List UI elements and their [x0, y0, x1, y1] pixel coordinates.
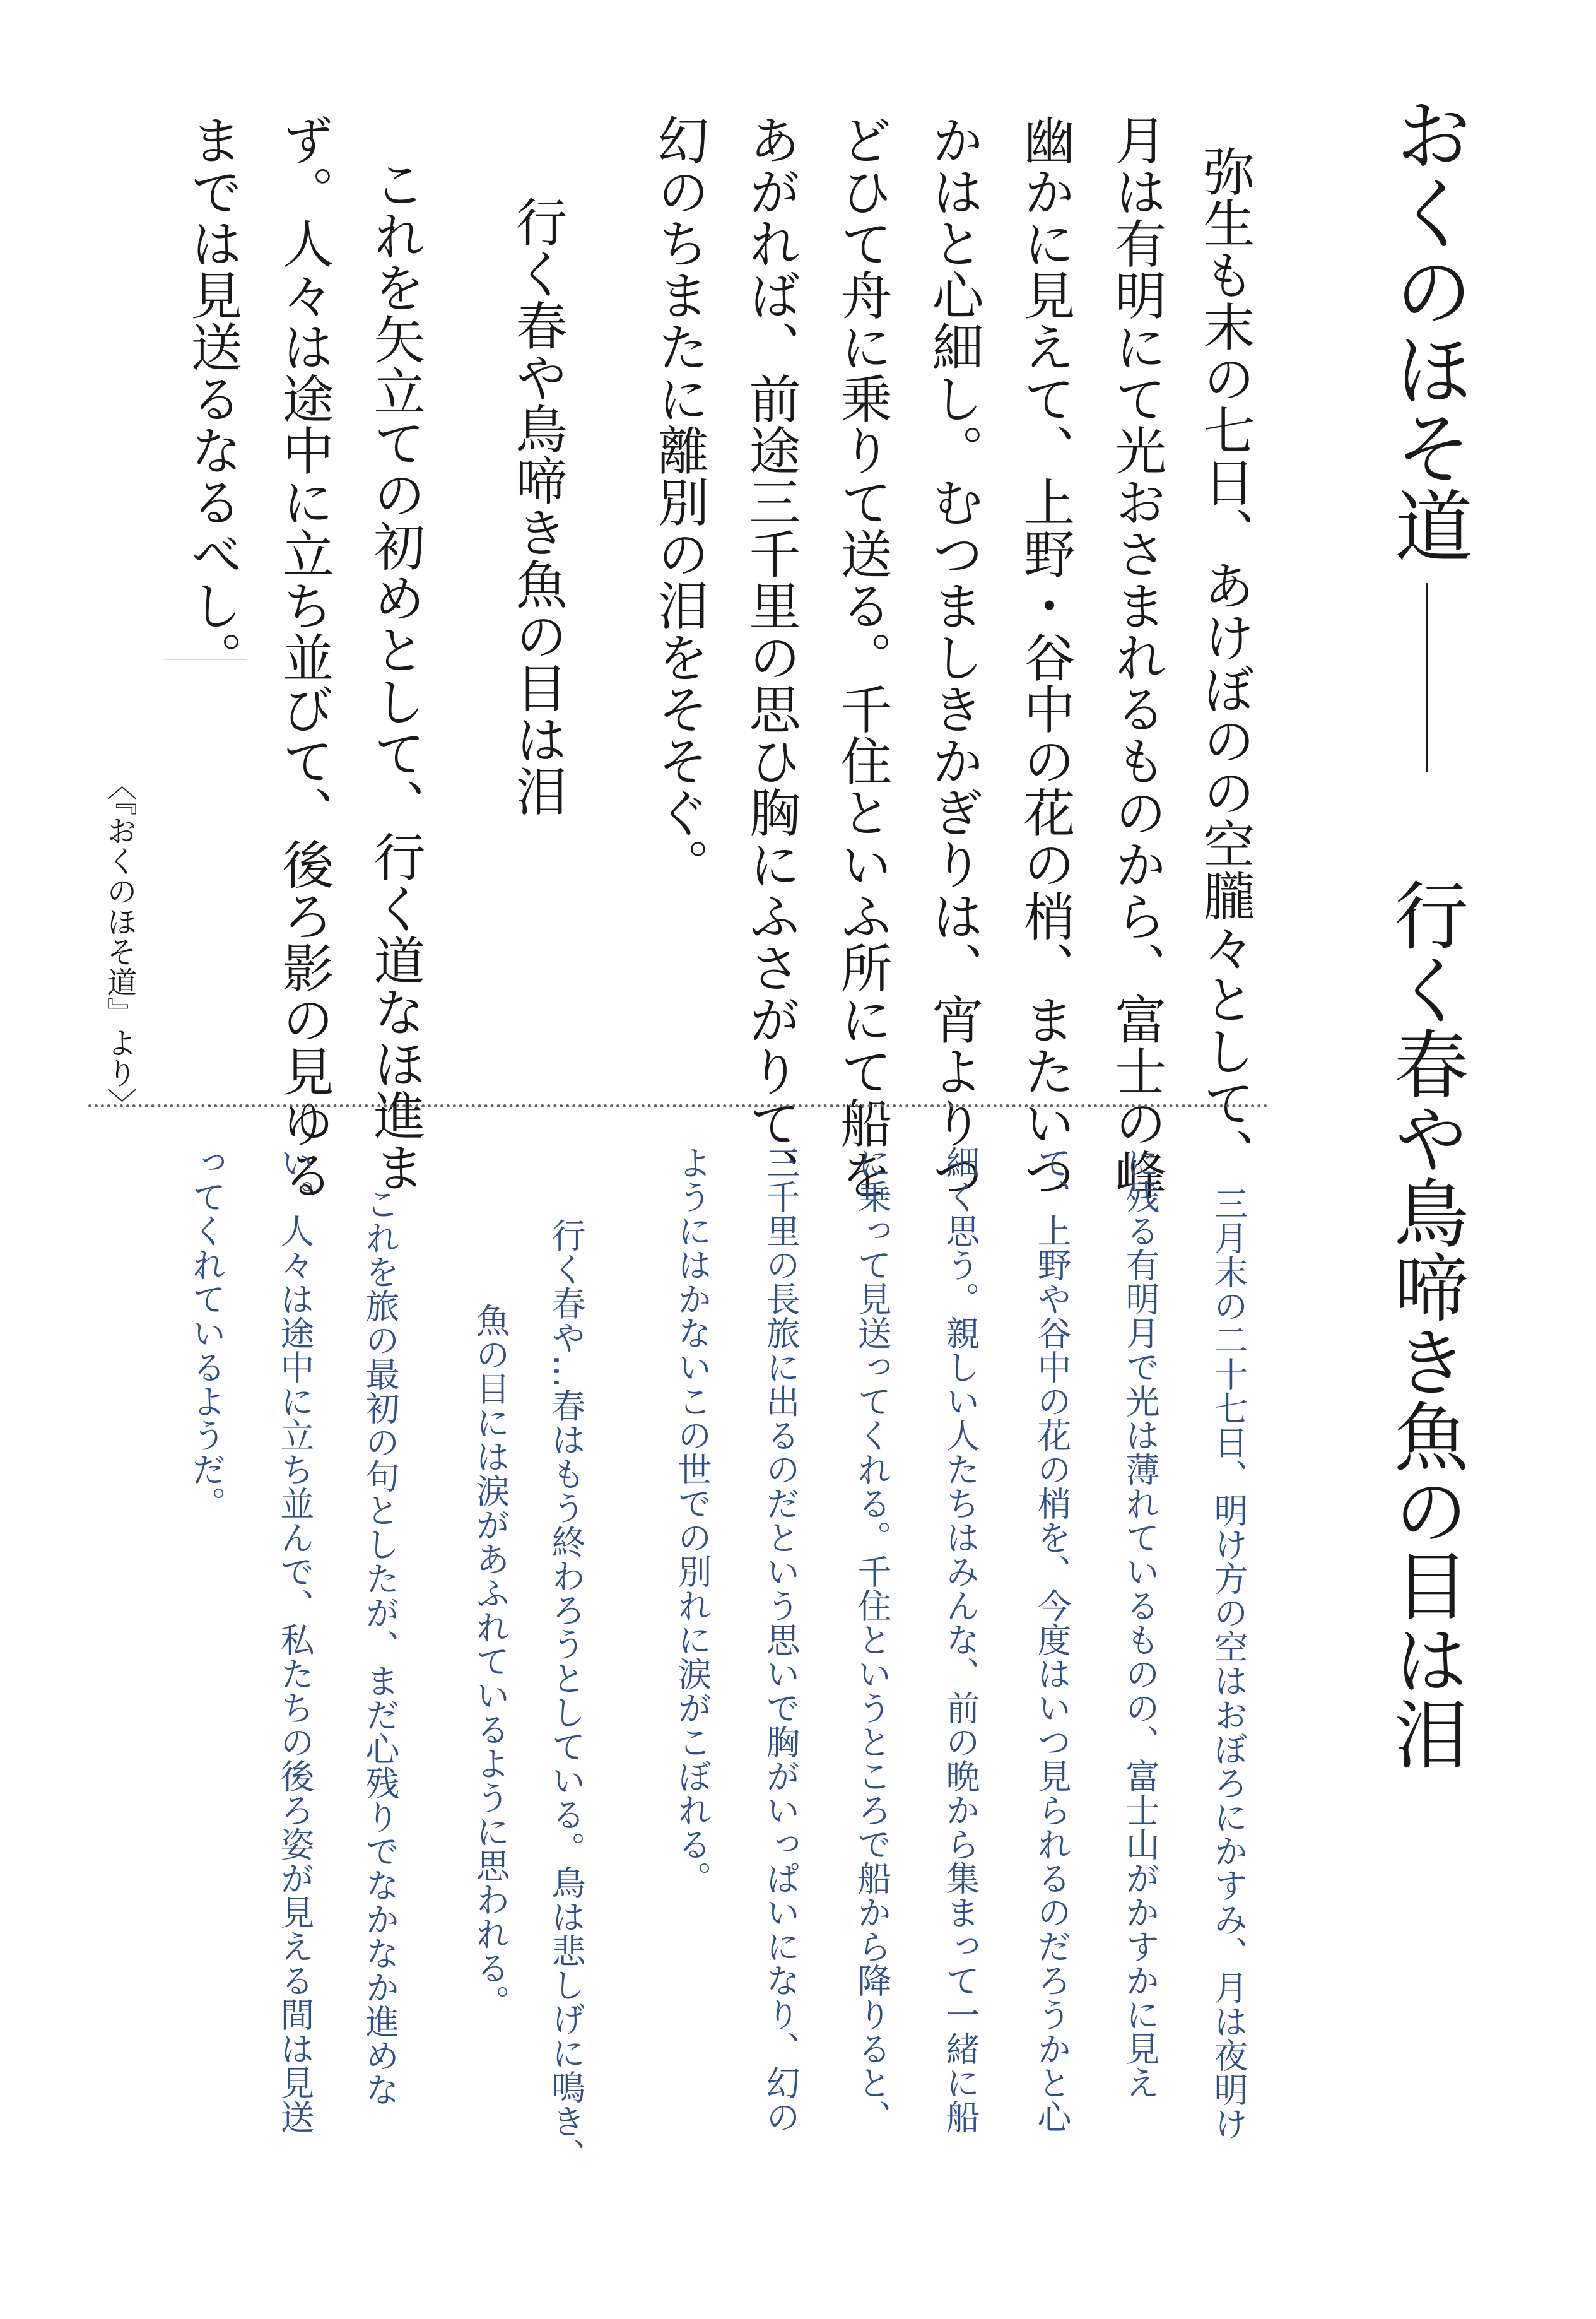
translation-line-4: 細く思う。親しい人たちはみんな、前の晩から集まって一緒に船	[941, 1145, 980, 2133]
page-title	[1382, 95, 1472, 798]
original-haiku-line: 行く春や鳥啼き魚の目は泪	[507, 196, 567, 817]
translation-line-10: これを旅の最初の句としたが、まだ心残りでなかなか進めな	[360, 1186, 400, 2106]
translation-line-7: ようにはかないこの世での別れに涙がこぼれる。	[672, 1145, 712, 1895]
title-dash	[1426, 583, 1428, 772]
translation-haiku-line-1: 行く春や…春はもう終わろうとしている。鳥は悲しげに鳴き、	[546, 1218, 586, 2172]
original-line-5: どひて舟に乗りて送る。千住といふ所にて船を	[832, 114, 892, 1200]
haiku-heading: 行く春や鳥啼き魚の目は泪	[1382, 877, 1469, 1771]
original-line-1: 弥生も末の七日、あけぼのの空朧々として、	[1195, 145, 1255, 1180]
original-line-10: ず。人々は途中に立ち並びて、後ろ影の見ゆる	[274, 114, 334, 1200]
original-line-7: 幻のちまたに離別の泪をそそぐ。	[649, 114, 709, 890]
original-line-9: これを矢立ての初めとして、行く道なほ進ま	[365, 158, 425, 1193]
original-line-3: 幽かに見えて、上野・谷中の花の梢、またいつ	[1015, 114, 1075, 1200]
original-line-4: かはと心細し。むつましきかぎりは、宵よりつ	[924, 114, 983, 1200]
translation-line-3: て、上野や谷中の花の梢を、今度はいつ見られるのだろうかと心	[1032, 1145, 1072, 2133]
section-divider	[88, 1104, 1268, 1107]
original-line-11: までは見送るなるべし。	[182, 114, 242, 683]
source-citation: 〈『おくのほそ道』より〉	[102, 770, 137, 1118]
original-line-6: あがれば、前途三千里の思ひ胸にふさがりて、	[741, 114, 801, 1200]
end-mark	[164, 659, 246, 660]
original-line-2: 月は有明にて光おさまれるものから、富士の峰	[1106, 114, 1166, 1200]
translation-line-6: 三千里の長旅に出るのだという思いで胸がいっぱいになり、幻の	[761, 1145, 801, 2133]
translation-line-1: 三月末の二十七日、明け方の空はおぼろにかすみ、月は夜明け	[1209, 1186, 1248, 2140]
translation-line-2: に残る有明月で光は薄れているものの、富士山がかすかに見え	[1120, 1145, 1160, 2099]
translation-line-5: に乗って見送ってくれる。千住というところで船から降りると、	[852, 1145, 892, 2133]
translation-line-11: い。人々は途中に立ち並んで、私たちの後ろ姿が見える間は見送	[275, 1145, 315, 2133]
translation-line-12: ってくれているようだ。	[187, 1145, 226, 1520]
translation-haiku-line-2: 魚の目には涙があふれているように思われる。	[471, 1303, 510, 2019]
title-text: おくのほそ道	[1382, 95, 1472, 564]
